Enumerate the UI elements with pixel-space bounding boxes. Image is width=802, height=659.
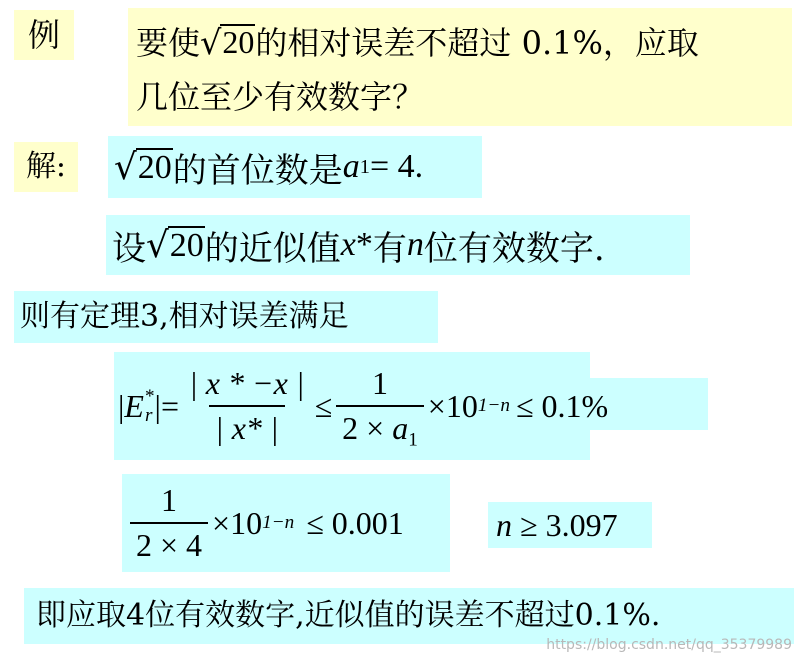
sqrt-symbol: √ 20 [146,225,204,267]
sqrt-symbol: √ 20 [114,147,172,189]
solution-tag: 解: [14,142,78,192]
example-tag [14,10,74,60]
result-n: n ≥ 3.097 [488,502,652,548]
example-tag-text: 例 [27,16,60,54]
fraction-bound: $\frac{1}{2 \times a_1}$ [336,366,424,446]
solution-line-1: √ 20 的首位数是 a 1 = 4. [108,136,482,198]
watermark: https://blog.csdn.net/qq_35379989 [546,637,792,653]
example-question [128,8,792,126]
conclusion-line: 即应取4位有效数字,近似值的误差不超过0.1%. [24,588,794,644]
sqrt-symbol: √ 20 [200,23,255,62]
solution-line-2: 设 √ 20 的近似值 x * 有 n 位有效数字. [106,215,690,275]
inequality-second: $\frac{1}{2 \times 4}$ ×10 1−n ≤ 0.001 [122,474,450,572]
question-line-2: 几位至少有效数字？ [136,78,425,116]
fraction-numeric: $\frac{1}{2 \times 4}$ [130,483,208,563]
fraction-relative-error: $\frac{| x * -x |}{| x* |}$ [189,364,305,446]
question-line-1: 要使 √ 20 的相对误差不超过 0.1%，应取 [136,23,699,62]
theorem-line: 则有定理3,相对误差满足 [14,291,438,343]
inequality-main-content: | E * r |= $\frac{| x * -x |}{| x* |}$ ≤ $\frac{1}{2 \times a_1}$ ×10 1−n ≤ 0.1% [118,364,609,451]
